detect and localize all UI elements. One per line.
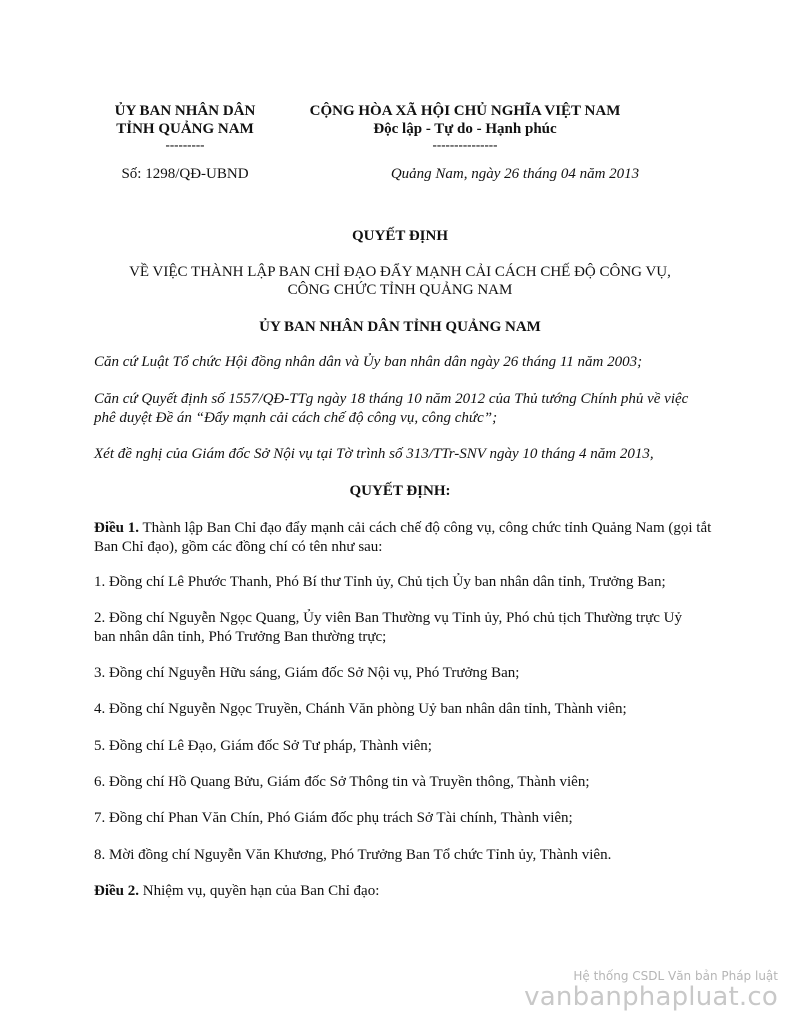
watermark-caption: Hệ thống CSDL Văn bản Pháp luật — [573, 969, 778, 983]
legal-basis-1: Căn cứ Luật Tổ chức Hội đồng nhân dân và Ủy ban nhân dân ngày 26 tháng 11 năm 2003; — [94, 354, 643, 370]
national-divider: --------------- — [432, 137, 498, 152]
article-2 — [94, 882, 714, 901]
issuer-name-line2: TỈNH QUẢNG NAM — [116, 121, 254, 137]
document-number: Số: 1298/QĐ-UBND — [121, 166, 249, 182]
article-1 — [94, 519, 714, 557]
article-1-label: Điều 1. — [94, 520, 139, 536]
subject-line-1: VỀ VIỆC THÀNH LẬP BAN CHỈ ĐẠO ĐẨY MẠNH CẢI CÁCH CHẾ ĐỘ CÔNG VỤ, — [129, 264, 671, 280]
member-item-1: 1. Đồng chí Lê Phước Thanh, Phó Bí thư Tỉnh ủy, Chủ tịch Ủy ban nhân dân tỉnh, Trưởng Ban; — [94, 574, 666, 590]
member-item-2: 2. Đồng chí Nguyễn Ngọc Quang, Ủy viên Ban Thường vụ Tỉnh ủy, Phó chủ tịch Thường trực Uỷ ban nhân dân tỉnh, Phó Trưởng Ban thường trực; — [94, 610, 682, 645]
national-title: CỘNG HÒA XÃ HỘI CHỦ NGHĨA VIỆT NAM — [309, 103, 621, 119]
issuing-authority: ỦY BAN NHÂN DÂN TỈNH QUẢNG NAM — [259, 319, 541, 335]
member-item-5: 5. Đồng chí Lê Đạo, Giám đốc Sở Tư pháp, Thành viên; — [94, 738, 432, 754]
member-item-6: 6. Đồng chí Hồ Quang Bửu, Giám đốc Sở Thông tin và Truyền thông, Thành viên; — [94, 774, 590, 790]
watermark-site: vanbanphapluat.co — [524, 982, 778, 1012]
article-2-label: Điều 2. — [94, 883, 139, 899]
member-item-4: 4. Đồng chí Nguyễn Ngọc Truyền, Chánh Văn phòng Uỷ ban nhân dân tỉnh, Thành viên; — [94, 701, 627, 717]
legal-basis-2: Căn cứ Quyết định số 1557/QĐ-TTg ngày 18 tháng 10 năm 2012 của Thủ tướng Chính phủ về việc phê duyệt Đề án “Đẩy mạnh cải cách chế độ công vụ, công chức”; — [94, 391, 689, 426]
member-item-7: 7. Đồng chí Phan Văn Chín, Phó Giám đốc phụ trách Sở Tài chính, Thành viên; — [94, 810, 573, 826]
member-item-8: 8. Mời đồng chí Nguyễn Văn Khương, Phó Trưởng Ban Tổ chức Tỉnh ủy, Thành viên. — [94, 847, 612, 863]
article-2-text: Nhiệm vụ, quyền hạn của Ban Chỉ đạo: — [139, 883, 380, 899]
issuer-name-line1: ỦY BAN NHÂN DÂN — [114, 103, 256, 119]
legal-basis-3: Xét đề nghị của Giám đốc Sở Nội vụ tại Tờ trình số 313/TTr-SNV ngày 10 tháng 4 năm 2013, — [94, 446, 654, 462]
member-item-3: 3. Đồng chí Nguyễn Hữu sáng, Giám đốc Sở Nội vụ, Phó Trưởng Ban; — [94, 665, 520, 681]
article-1-text: Thành lập Ban Chỉ đạo đẩy mạnh cải cách chế độ công vụ, công chức tỉnh Quảng Nam (gọi tắt Ban Chỉ đạo), gồm các đồng chí có tên như sau: — [94, 520, 712, 555]
national-motto: Độc lập - Tự do - Hạnh phúc — [373, 121, 557, 137]
decision-heading: QUYẾT ĐỊNH: — [349, 483, 451, 499]
issue-date: Quảng Nam, ngày 26 tháng 04 năm 2013 — [390, 166, 640, 182]
document-title: QUYẾT ĐỊNH — [352, 228, 448, 244]
issuer-divider: --------- — [165, 137, 205, 152]
subject-line-2: CÔNG CHỨC TỈNH QUẢNG NAM — [287, 282, 513, 298]
